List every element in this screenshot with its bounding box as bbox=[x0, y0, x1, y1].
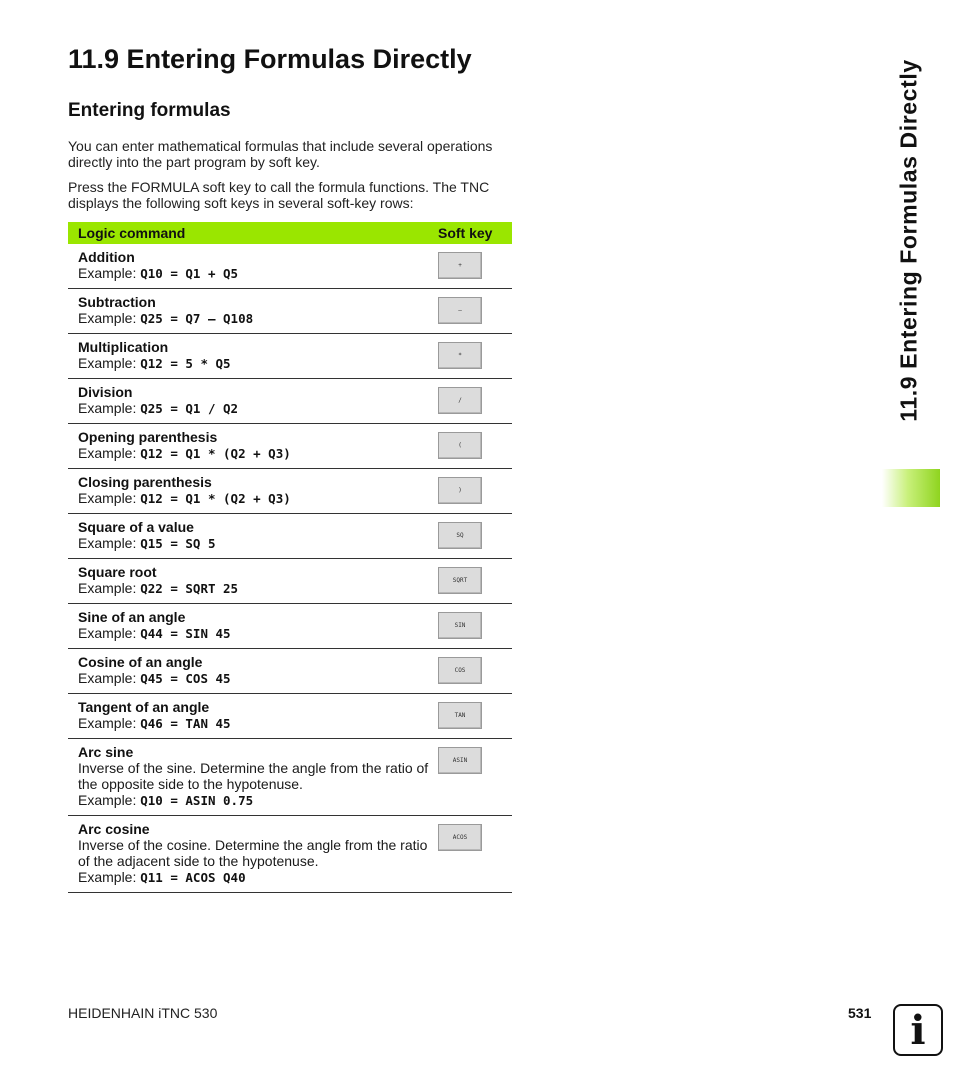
example-label: Example: bbox=[78, 310, 137, 326]
command-name: Closing parenthesis bbox=[78, 474, 212, 490]
table-row bbox=[68, 379, 512, 424]
command-cell bbox=[68, 469, 438, 514]
softkey-cell bbox=[438, 424, 512, 469]
example-code: Q22 = SQRT 25 bbox=[140, 581, 239, 596]
softkey-cell bbox=[438, 334, 512, 379]
command-example bbox=[78, 400, 438, 417]
command-cell bbox=[68, 739, 438, 816]
softkey-cell bbox=[438, 604, 512, 649]
command-cell bbox=[68, 289, 438, 334]
command-cell bbox=[68, 514, 438, 559]
softkey-cell bbox=[438, 816, 512, 893]
command-cell bbox=[68, 559, 438, 604]
softkey-acos-button[interactable]: ACOS bbox=[438, 824, 482, 851]
side-chapter-tab bbox=[889, 40, 929, 440]
example-code: Q45 = COS 45 bbox=[140, 671, 231, 686]
command-example bbox=[78, 535, 438, 552]
command-name: Subtraction bbox=[78, 294, 156, 310]
example-code: Q44 = SIN 45 bbox=[140, 626, 231, 641]
softkey-cell bbox=[438, 379, 512, 424]
example-code: Q12 = Q1 * (Q2 + Q3) bbox=[140, 446, 291, 461]
command-example bbox=[78, 490, 438, 507]
command-cell bbox=[68, 379, 438, 424]
softkey--button[interactable]: * bbox=[438, 342, 482, 369]
command-example bbox=[78, 355, 438, 372]
softkey--button[interactable]: + bbox=[438, 252, 482, 279]
table-row bbox=[68, 816, 512, 893]
example-code: Q12 = Q1 * (Q2 + Q3) bbox=[140, 491, 291, 506]
table-row bbox=[68, 469, 512, 514]
softkey-sqrt-button[interactable]: SQRT bbox=[438, 567, 482, 594]
example-code: Q10 = Q1 + Q5 bbox=[140, 266, 239, 281]
softkey-tan-button[interactable]: TAN bbox=[438, 702, 482, 729]
example-code: Q11 = ACOS Q40 bbox=[140, 870, 246, 885]
softkey-cell bbox=[438, 649, 512, 694]
table-row bbox=[68, 289, 512, 334]
example-label: Example: bbox=[78, 355, 137, 371]
command-example bbox=[78, 869, 438, 886]
softkey-cell bbox=[438, 559, 512, 604]
softkey-asin-button[interactable]: ASIN bbox=[438, 747, 482, 774]
command-example bbox=[78, 580, 438, 597]
intro-paragraph: You can enter mathematical formulas that include several operations directly into the part program by soft key. bbox=[68, 138, 493, 170]
example-label: Example: bbox=[78, 445, 137, 461]
example-label: Example: bbox=[78, 792, 137, 808]
command-name: Multiplication bbox=[78, 339, 169, 355]
command-name: Square of a value bbox=[78, 519, 194, 535]
logic-command-table bbox=[68, 222, 512, 893]
footer-manual-name: HEIDENHAIN iTNC 530 bbox=[68, 1005, 218, 1021]
command-example bbox=[78, 670, 438, 687]
example-code: Q10 = ASIN 0.75 bbox=[140, 793, 254, 808]
side-tab-label: 11.9 Entering Formulas Directly bbox=[895, 58, 922, 422]
softkey-sin-button[interactable]: SIN bbox=[438, 612, 482, 639]
example-label: Example: bbox=[78, 580, 137, 596]
table-row bbox=[68, 424, 512, 469]
table-row bbox=[68, 649, 512, 694]
example-label: Example: bbox=[78, 869, 137, 885]
chapter-title: 11.9 Entering Formulas Directly bbox=[68, 44, 472, 74]
page-number: 531 bbox=[848, 1005, 872, 1021]
example-label: Example: bbox=[78, 715, 137, 731]
example-code: Q25 = Q1 / Q2 bbox=[140, 401, 239, 416]
command-cell bbox=[68, 816, 438, 893]
table-row bbox=[68, 514, 512, 559]
command-cell bbox=[68, 649, 438, 694]
command-name: Cosine of an angle bbox=[78, 654, 203, 670]
softkey-cell bbox=[438, 514, 512, 559]
command-example bbox=[78, 625, 438, 642]
table-row bbox=[68, 739, 512, 816]
command-name: Arc cosine bbox=[78, 821, 150, 837]
example-code: Q15 = SQ 5 bbox=[140, 536, 216, 551]
softkey--button[interactable]: ( bbox=[438, 432, 482, 459]
column-header-softkey: Soft key bbox=[438, 222, 512, 244]
example-code: Q46 = TAN 45 bbox=[140, 716, 231, 731]
command-name: Arc sine bbox=[78, 744, 134, 760]
table-header-row bbox=[68, 222, 512, 244]
command-cell bbox=[68, 694, 438, 739]
softkey-cell bbox=[438, 694, 512, 739]
example-code: Q12 = 5 * Q5 bbox=[140, 356, 231, 371]
command-example bbox=[78, 445, 438, 462]
table-row bbox=[68, 334, 512, 379]
command-cell bbox=[68, 244, 438, 289]
example-label: Example: bbox=[78, 490, 137, 506]
command-name: Square root bbox=[78, 564, 157, 580]
example-label: Example: bbox=[78, 535, 137, 551]
info-icon: i bbox=[893, 1004, 943, 1056]
table-row bbox=[68, 244, 512, 289]
softkey-sq-button[interactable]: SQ bbox=[438, 522, 482, 549]
command-description: Inverse of the sine. Determine the angle from the ratio of the opposite side to the hypotenuse. bbox=[78, 760, 429, 792]
command-cell bbox=[68, 604, 438, 649]
command-description: Inverse of the cosine. Determine the angle from the ratio of the adjacent side to the hypotenuse. bbox=[78, 837, 428, 869]
example-label: Example: bbox=[78, 670, 137, 686]
section-title: Entering formulas bbox=[68, 100, 231, 121]
softkey--button[interactable]: / bbox=[438, 387, 482, 414]
table-row bbox=[68, 604, 512, 649]
command-name: Tangent of an angle bbox=[78, 699, 210, 715]
command-example bbox=[78, 265, 438, 282]
command-cell bbox=[68, 424, 438, 469]
command-example bbox=[78, 310, 438, 327]
command-cell bbox=[68, 334, 438, 379]
softkey-cell bbox=[438, 469, 512, 514]
command-name: Sine of an angle bbox=[78, 609, 186, 625]
softkey-cell bbox=[438, 289, 512, 334]
example-code: Q25 = Q7 – Q108 bbox=[140, 311, 254, 326]
command-example bbox=[78, 715, 438, 732]
command-name: Addition bbox=[78, 249, 135, 265]
softkey-cell bbox=[438, 244, 512, 289]
command-name: Division bbox=[78, 384, 133, 400]
softkey-paragraph: Press the FORMULA soft key to call the formula functions. The TNC displays the following soft keys in several soft-key rows: bbox=[68, 179, 490, 211]
command-name: Opening parenthesis bbox=[78, 429, 218, 445]
softkey--button[interactable]: – bbox=[438, 297, 482, 324]
table-row bbox=[68, 559, 512, 604]
softkey-cell bbox=[438, 739, 512, 816]
example-label: Example: bbox=[78, 265, 137, 281]
table-row bbox=[68, 694, 512, 739]
chapter-marker bbox=[882, 469, 940, 507]
softkey-cos-button[interactable]: COS bbox=[438, 657, 482, 684]
command-example bbox=[78, 792, 438, 809]
softkey--button[interactable]: ) bbox=[438, 477, 482, 504]
example-label: Example: bbox=[78, 400, 137, 416]
example-label: Example: bbox=[78, 625, 137, 641]
column-header-command: Logic command bbox=[68, 222, 438, 244]
